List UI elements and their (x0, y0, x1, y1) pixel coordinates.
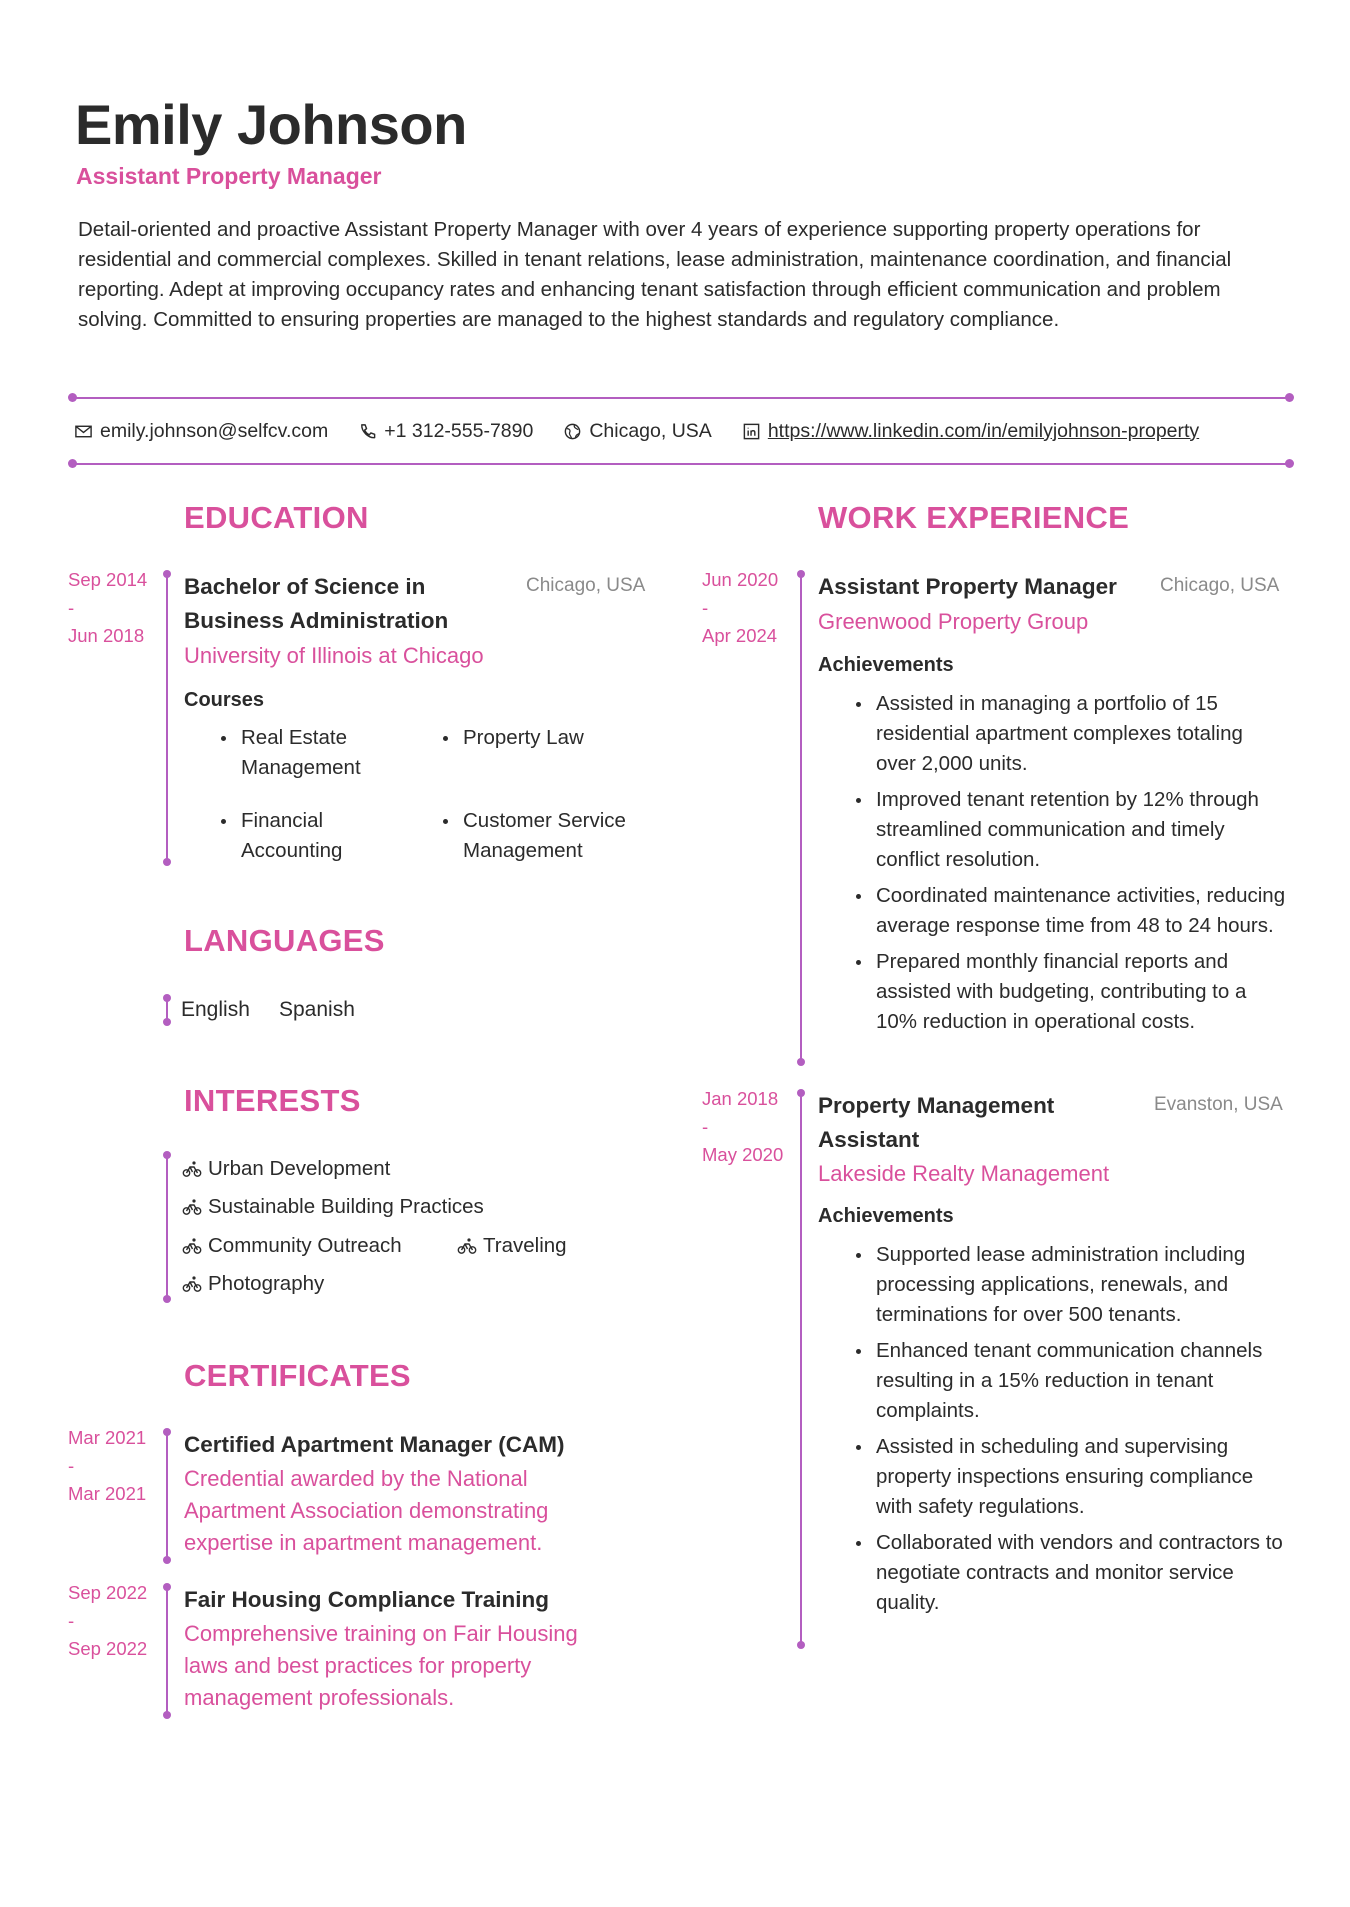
list-item: Assisted in managing a portfolio of 15 residential apartment complexes totaling over 2,000 units. (848, 689, 1288, 779)
work-heading: WORK EXPERIENCE (818, 500, 1130, 535)
cert-desc-line: Apartment Association demonstrating (184, 1498, 549, 1523)
cert-desc-line: management professionals. (184, 1685, 455, 1710)
cert-date-sep: - (68, 1455, 75, 1476)
job-date-end: May 2020 (702, 1144, 784, 1165)
contact-phone[interactable] (358, 420, 533, 443)
achievements-list (848, 1240, 1288, 1624)
interests-heading: INTERESTS (184, 1083, 361, 1118)
cert-date-start: Sep 2022 (68, 1582, 148, 1603)
phone-text: +1 312-555-7890 (384, 419, 534, 442)
contact-email[interactable] (74, 420, 328, 443)
interest-item: Community Outreach (182, 1234, 402, 1258)
location-text: Chicago, USA (589, 419, 712, 442)
education-timeline (166, 574, 168, 862)
globe-icon (563, 422, 582, 441)
job-date-start: Jan 2018 (702, 1088, 779, 1109)
mail-icon (74, 422, 93, 441)
contact-location (563, 420, 711, 443)
candidate-role: Assistant Property Manager (76, 163, 382, 189)
education-school: University of Illinois at Chicago (184, 643, 484, 668)
list-item: Enhanced tenant communication channels resulting in a 15% reduction in tenant complaints. (848, 1336, 1288, 1426)
cycling-icon (182, 1275, 202, 1293)
job-date-sep: - (702, 597, 709, 618)
education-degree-line1: Bachelor of Science in (184, 574, 426, 599)
job-location: Chicago, USA (1160, 575, 1280, 596)
contact-bar (74, 416, 1294, 446)
list-item: Coordinated maintenance activities, reducing average response time from 48 to 24 hours. (848, 881, 1288, 941)
education-heading: EDUCATION (184, 500, 369, 535)
language-item: Spanish (279, 998, 355, 1021)
contact-divider-bottom (72, 463, 1290, 465)
list-item: Prepared monthly financial reports and assisted with budgeting, contributing to a 10% reduction in operational costs. (848, 947, 1288, 1037)
job-date-sep: - (702, 1116, 709, 1137)
courses-label: Courses (184, 689, 265, 711)
education-date-start: Sep 2014 (68, 569, 148, 590)
linkedin-icon (742, 422, 761, 441)
cert-date-start: Mar 2021 (68, 1427, 147, 1448)
interest-item: Urban Development (182, 1157, 390, 1181)
languages-heading: LANGUAGES (184, 923, 385, 958)
interest-item: Sustainable Building Practices (182, 1195, 484, 1219)
list-item: Assisted in scheduling and supervising property inspections ensuring compliance with safety regulations. (848, 1432, 1288, 1522)
course-item: Property Law (435, 723, 584, 753)
education-date-sep: - (68, 597, 75, 618)
email-text: emily.johnson@selfcv.com (100, 419, 329, 442)
cycling-icon (182, 1198, 202, 1216)
interests-timeline (166, 1155, 168, 1299)
education-degree-line2: Business Administration (184, 608, 449, 633)
certificates-heading: CERTIFICATES (184, 1358, 411, 1393)
language-item: English (181, 998, 250, 1021)
job-title: Assistant Property Manager (818, 574, 1117, 599)
phone-icon (358, 422, 377, 441)
cert-timeline (166, 1432, 168, 1560)
cycling-icon (182, 1160, 202, 1178)
education-location: Chicago, USA (526, 575, 646, 596)
cert-date-end: Sep 2022 (68, 1638, 148, 1659)
course-item: Customer Service Management (435, 806, 626, 866)
cert-desc-line: expertise in apartment management. (184, 1530, 543, 1555)
course-item: Real Estate Management (213, 723, 361, 783)
cert-name: Certified Apartment Manager (CAM) (184, 1432, 565, 1457)
course-item: Financial Accounting (213, 806, 342, 866)
achievements-label: Achievements (818, 1205, 954, 1227)
cert-desc-line: laws and best practices for property (184, 1653, 532, 1678)
education-date-end: Jun 2018 (68, 625, 145, 646)
job-date-end: Apr 2024 (702, 625, 778, 646)
job-location: Evanston, USA (1154, 1094, 1283, 1115)
interest-item: Traveling (457, 1234, 567, 1258)
job-title: Property Management (818, 1093, 1055, 1118)
candidate-name: Emily Johnson (75, 93, 467, 156)
cert-timeline (166, 1587, 168, 1715)
cert-date-end: Mar 2021 (68, 1483, 147, 1504)
cert-desc-line: Comprehensive training on Fair Housing (184, 1621, 578, 1646)
contact-linkedin[interactable] (742, 420, 1199, 443)
cert-name: Fair Housing Compliance Training (184, 1587, 550, 1612)
list-item: Supported lease administration including processing applications, renewals, and terminations for over 500 tenants. (848, 1240, 1288, 1330)
profile-summary: Detail-oriented and proactive Assistant Property Manager with over 4 years of experience supporting property operations for residential and commercial complexes. Skilled in tenant relations, lease administration, maintenance coordination, and financial reporting. Adept at improving occupancy rates and enhancing tenant satisfaction through efficient communication and problem solving. Committed to ensuring properties are managed to the highest standards and regulatory compliance. (78, 218, 1232, 331)
linkedin-link[interactable]: https://www.linkedin.com/in/emilyjohnson-property (767, 419, 1200, 442)
cycling-icon (457, 1237, 477, 1255)
interest-item: Photography (182, 1272, 324, 1296)
achievements-list (848, 689, 1288, 1043)
job-date-start: Jun 2020 (702, 569, 779, 590)
job-timeline (800, 1093, 802, 1645)
job-company: Greenwood Property Group (818, 609, 1089, 634)
job-company: Lakeside Realty Management (818, 1161, 1110, 1186)
contact-divider-top (72, 397, 1290, 399)
list-item: Improved tenant retention by 12% through streamlined communication and timely conflict resolution. (848, 785, 1288, 875)
achievements-label: Achievements (818, 654, 954, 676)
cert-date-sep: - (68, 1610, 75, 1631)
cert-desc-line: Credential awarded by the National (184, 1466, 528, 1491)
list-item: Collaborated with vendors and contractors to negotiate contracts and monitor service quality. (848, 1528, 1288, 1618)
languages-timeline (166, 998, 168, 1022)
job-timeline (800, 574, 802, 1062)
job-title: Assistant (818, 1127, 920, 1152)
cycling-icon (182, 1237, 202, 1255)
